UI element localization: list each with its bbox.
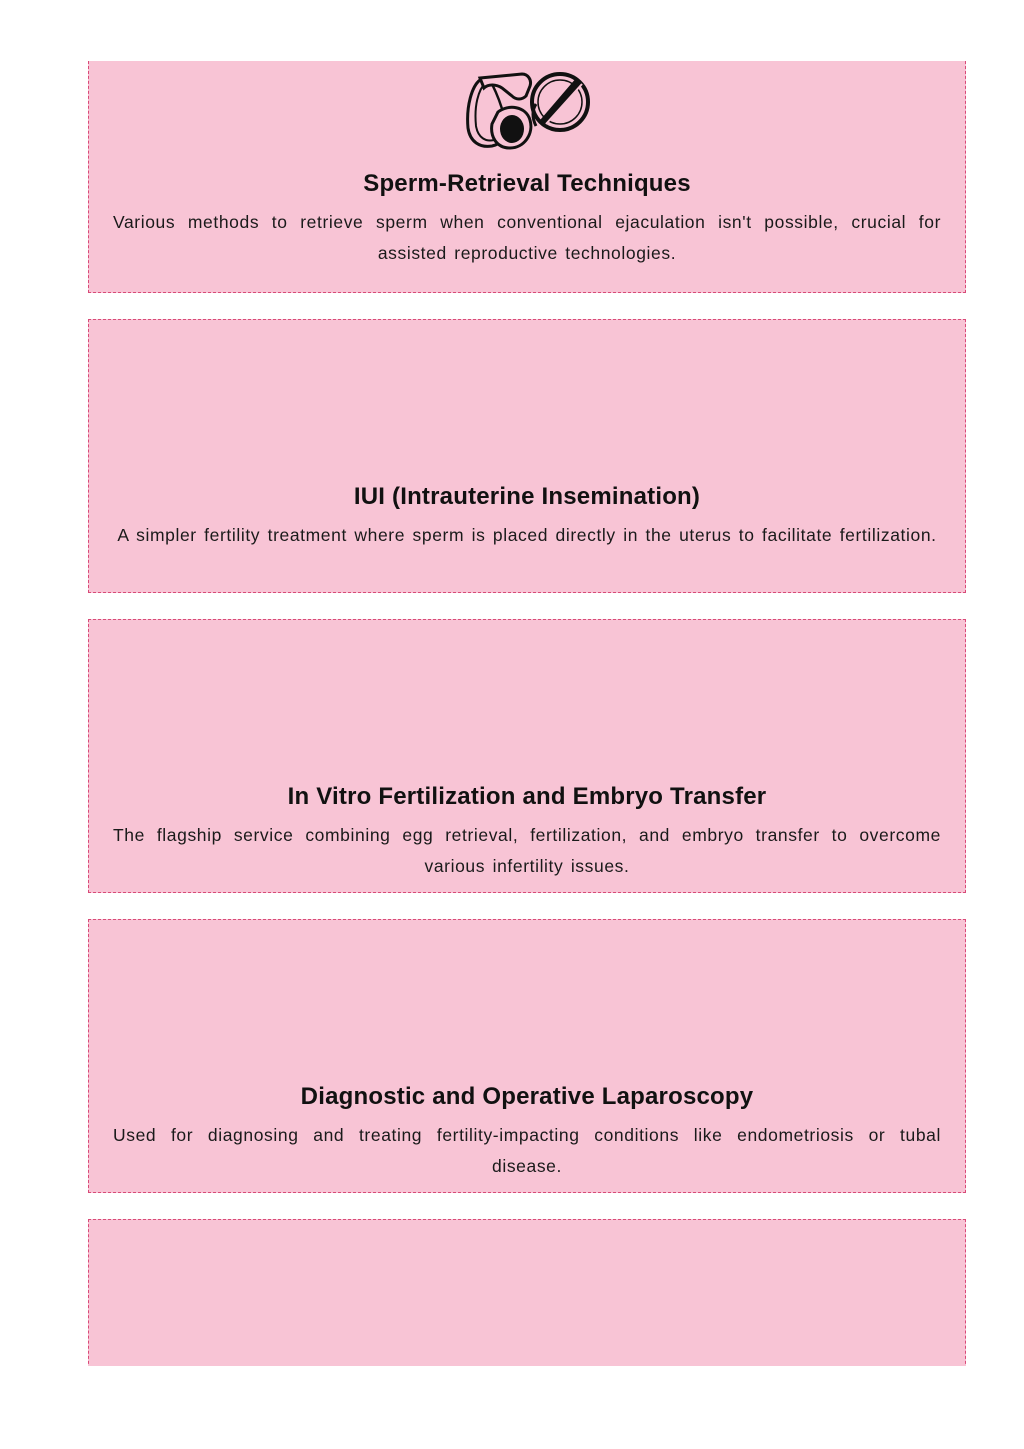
service-card-ivf[interactable] (88, 619, 966, 893)
service-card-laparoscopy[interactable] (88, 919, 966, 1193)
service-icon-area (89, 920, 965, 1070)
service-icon-area (89, 620, 965, 770)
service-title: IUI (Intrauterine Insemination) (353, 483, 701, 510)
male-reproductive-icon (462, 66, 592, 152)
service-description: Various methods to retrieve sperm when conventional ejaculation isn't possible, crucial for assisted reproductive technologies. (113, 212, 941, 263)
service-icon-area (89, 320, 965, 470)
services-list (88, 61, 966, 1366)
service-icon-area (89, 1220, 965, 1330)
service-card-partial[interactable] (88, 1219, 966, 1366)
service-card-iui[interactable] (88, 319, 966, 593)
service-card-sperm-retrieval[interactable] (88, 61, 966, 293)
service-title: In Vitro Fertilization and Embryo Transfer (287, 783, 767, 810)
service-description: Used for diagnosing and treating fertility-impacting conditions like endometriosis or tubal disease. (113, 1125, 941, 1176)
service-description: The flagship service combining egg retrieval, fertilization, and embryo transfer to overcome various infertility issues. (113, 825, 941, 876)
service-title: Diagnostic and Operative Laparoscopy (300, 1083, 754, 1110)
service-title: Sperm-Retrieval Techniques (363, 170, 691, 197)
service-description: A simpler fertility treatment where sperm is placed directly in the uterus to facilitate fertilization. (117, 525, 937, 545)
service-icon-area (89, 61, 965, 157)
